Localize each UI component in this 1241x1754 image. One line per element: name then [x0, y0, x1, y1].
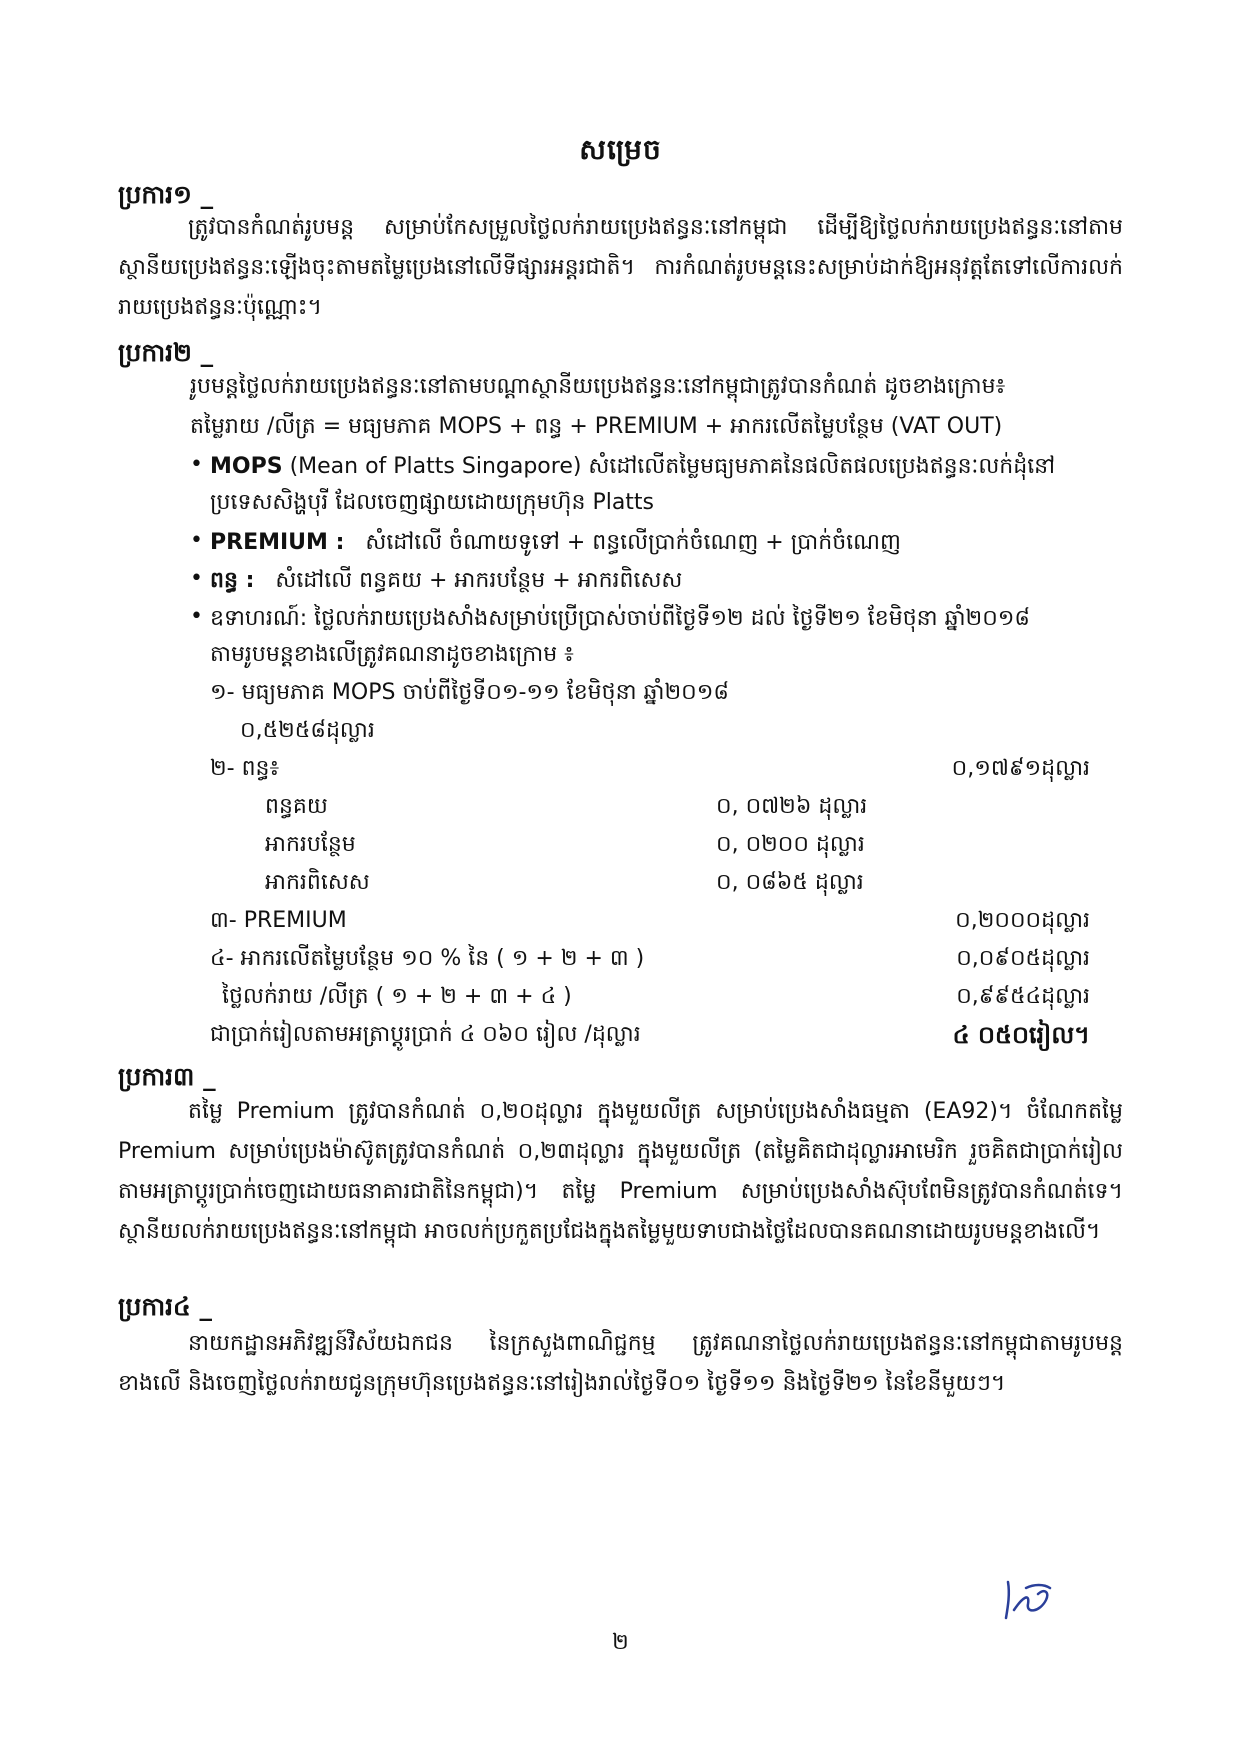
article-2-heading: ប្រការ២ _: [118, 338, 214, 367]
riel-price-label: ជាប្រាក់រៀលតាមអត្រាប្តូរប្រាក់ ៤ ០៦០ រៀល /ដុល្លារ: [210, 1022, 641, 1047]
bullet-icon: •: [190, 528, 203, 553]
article-4-text: [118, 1324, 1123, 1404]
handwritten-initials-icon: [1000, 1576, 1070, 1626]
example-step-3-value: ០,២០០០ដុល្លារ: [955, 908, 1090, 933]
formula-line: តម្លៃរាយ /លីត្រ = មធ្យមភាគ MOPS + ពន្ធ + PREMIUM + អាករលើតម្លៃបន្ថែម (VAT OUT): [190, 414, 1003, 439]
article-1-text: [118, 208, 1123, 328]
customs-duty-value: ០, ០៧២៦ ដុល្លារ: [716, 794, 868, 819]
additional-tax-label: អាករបន្ថែម: [265, 832, 356, 857]
bullet-mops: [210, 452, 1055, 482]
retail-price-label: ថ្លៃលក់រាយ /លីត្រ ( ១ + ២ + ៣ + ៤ ): [222, 984, 572, 1009]
article-3-heading: ប្រការ៣ _: [118, 1062, 216, 1091]
article-3-text: [118, 1092, 1123, 1252]
example-step-3-label: ៣- PREMIUM: [210, 908, 347, 933]
example-step-1-value: ០,៥២៥៨ដុល្លារ: [240, 718, 375, 743]
premium-term: PREMIUM :: [210, 530, 345, 555]
example-intro-cont: តាមរូបមន្តខាងលើត្រូវគណនាដូចខាងក្រោម ៖: [210, 642, 574, 667]
bullet-icon: •: [190, 566, 203, 591]
tax-definition: សំដៅលើ ពន្ធគយ + អាករបន្ថែម + អាករពិសេស: [275, 568, 683, 593]
article-3-body: តម្លៃ Premium ត្រូវបានកំណត់ ០,២០ដុល្លារ ក្នុងមួយលីត្រ សម្រាប់ប្រេងសាំងធម្មតា (EA92)។ ចំណែកតម្លៃ Premium សម្រាប់ប្រេងម៉ាស៊ូតត្រូវបានកំណត់ ០,២៣ដុល្លារ ក្នុងមួយលីត្រ (តម្លៃគិតជាដុល្លារអាមេរិក រួចគិតជាប្រាក់រៀលតាមអត្រាប្តូរប្រាក់ចេញដោយធនាគារជាតិនៃកម្ពុជា)។ តម្លៃ Premium សម្រាប់ប្រេងសាំងស៊ុបពែមិនត្រូវបានកំណត់ទេ។ ស្ថានីយលក់រាយប្រេងឥន្ធនៈនៅកម្ពុជា អាចលក់ប្រកួតប្រជែងក្នុងតម្លៃមួយទាបជាងថ្លៃដែលបានគណនាដោយរូបមន្តខាងលើ។: [118, 1099, 1123, 1244]
premium-definition: សំដៅលើ ចំណាយទូទៅ + ពន្ធលើប្រាក់ចំណេញ + ប្រាក់ចំណេញ: [365, 530, 901, 555]
mops-definition: (Mean of Platts Singapore) សំដៅលើតម្លៃមធ្យមភាគនៃផលិតផលប្រេងឥន្ធនៈលក់ដុំនៅ: [289, 454, 1056, 479]
article-1-heading: ប្រការ១ _: [118, 180, 214, 209]
mops-definition-cont: ប្រទេសសិង្ហបុរី ដែលចេញផ្សាយដោយក្រុមហ៊ុន Platts: [210, 490, 655, 515]
special-tax-label: អាករពិសេស: [265, 870, 370, 895]
example-intro: ឧទាហរណ៍: ថ្លៃលក់រាយប្រេងសាំងសម្រាប់ប្រើប្រាស់ចាប់ពីថ្ងៃទី១២ ដល់ ថ្ងៃទី២១ ខែមិថុនា ឆ្នាំ២០១៨: [210, 606, 1031, 631]
article-4-heading: ប្រការ៤ _: [118, 1292, 212, 1321]
article-2-intro: រូបមន្តថ្លៃលក់រាយប្រេងឥន្ធនៈនៅតាមបណ្តាស្ថានីយប្រេងឥន្ធនៈនៅកម្ពុជាត្រូវបានកំណត់ ដូចខាងក្រោម៖: [190, 374, 1006, 399]
additional-tax-value: ០, ០២០០ ដុល្លារ: [716, 832, 865, 857]
retail-price-value: ០,៩៩៥៤ដុល្លារ: [956, 984, 1090, 1009]
bullet-icon: •: [190, 452, 203, 477]
bullet-tax: [210, 566, 682, 596]
article-4-body: នាយកដ្ឋានអភិវឌ្ឍន៍វិស័យឯកជន នៃក្រសួងពាណិជ្ជកម្ម ត្រូវគណនាថ្លៃលក់រាយប្រេងឥន្ធនៈនៅកម្ពុជាតាមរូបមន្តខាងលើ និងចេញថ្លៃលក់រាយជូនក្រុមហ៊ុនប្រេងឥន្ធនៈនៅរៀងរាល់ថ្ងៃទី០១ ថ្ងៃទី១១ និងថ្ងៃទី២១ នៃខែនីមួយៗ។: [118, 1331, 1123, 1396]
riel-price-value: ៤ ០៥០រៀល។: [952, 1021, 1090, 1049]
example-step-4-value: ០,០៩០៥ដុល្លារ: [956, 946, 1090, 971]
example-step-2-total: ០,១៧៩១ដុល្លារ: [951, 756, 1090, 781]
tax-term: ពន្ធ :: [210, 568, 255, 593]
example-step-4-label: ៤- អាករលើតម្លៃបន្ថែម ១០ % នៃ ( ១ + ២ + ៣ ): [210, 946, 645, 971]
example-step-1-label: ១- មធ្យមភាគ MOPS ចាប់ពីថ្ងៃទី០១-១១ ខែមិថុនា ឆ្នាំ២០១៨: [210, 680, 729, 705]
bullet-icon: •: [190, 604, 203, 629]
example-step-2-label: ២- ពន្ធ៖: [210, 756, 280, 781]
decision-title: សម្រេច: [579, 133, 662, 166]
customs-duty-label: ពន្ធគយ: [265, 794, 328, 819]
page-number: ២: [612, 1630, 629, 1655]
special-tax-value: ០, ០៨៦៥ ដុល្លារ: [716, 870, 864, 895]
article-1-body: ត្រូវបានកំណត់រូបមន្ត សម្រាប់កែសម្រួលថ្លៃលក់រាយប្រេងឥន្ធនៈនៅកម្ពុជា ដើម្បីឱ្យថ្លៃលក់រាយប្រេងឥន្ធនៈនៅតាមស្ថានីយប្រេងឥន្ធនៈឡើងចុះតាមតម្លៃប្រេងនៅលើទីផ្សារអន្តរជាតិ។ ការកំណត់រូបមន្តនេះសម្រាប់ដាក់ឱ្យអនុវត្តតែទៅលើការលក់រាយប្រេងឥន្ធនៈប៉ុណ្ណោះ។: [118, 215, 1123, 320]
bullet-premium: [210, 528, 901, 558]
mops-term: MOPS: [210, 454, 283, 479]
